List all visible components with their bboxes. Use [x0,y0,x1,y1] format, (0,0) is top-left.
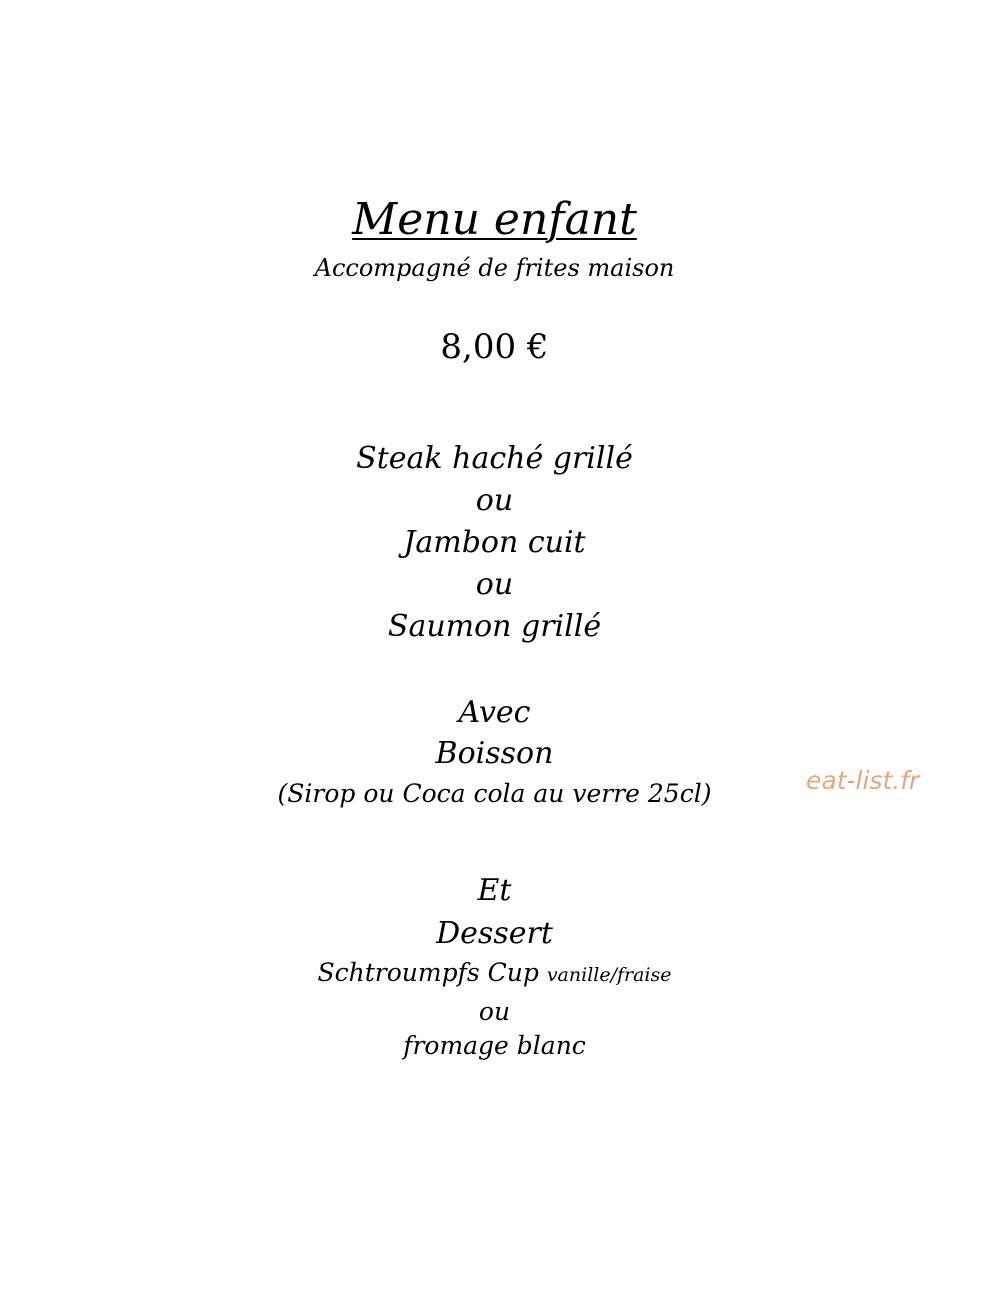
dessert-intro: Et [477,873,512,908]
menu-title: Menu enfant [352,194,637,245]
main-option-or: ou [475,483,514,518]
dessert-option-2: fromage blanc [403,1031,586,1060]
dessert-option-1-flavors: vanille/fraise [546,964,672,986]
main-option-ham: Jambon cuit [403,525,586,560]
menu-subtitle: Accompagné de frites maison [314,254,675,282]
watermark-text: eat-list.fr [806,766,920,795]
main-option-salmon: Saumon grillé [387,609,602,644]
main-option-steak: Steak haché grillé [356,441,633,476]
drink-title: Boisson [435,736,554,771]
dessert-title: Dessert [436,916,553,951]
main-option-or-2: ou [475,567,514,602]
menu-price: 8,00 € [440,327,549,367]
dessert-or: ou [478,997,511,1026]
dessert-option-1 [0,960,989,985]
drink-intro: Avec [458,695,531,730]
drink-options: (Sirop ou Coca cola au verre 25cl) [277,779,712,808]
dessert-option-1-name: Schtroumpfs Cup [317,958,539,987]
